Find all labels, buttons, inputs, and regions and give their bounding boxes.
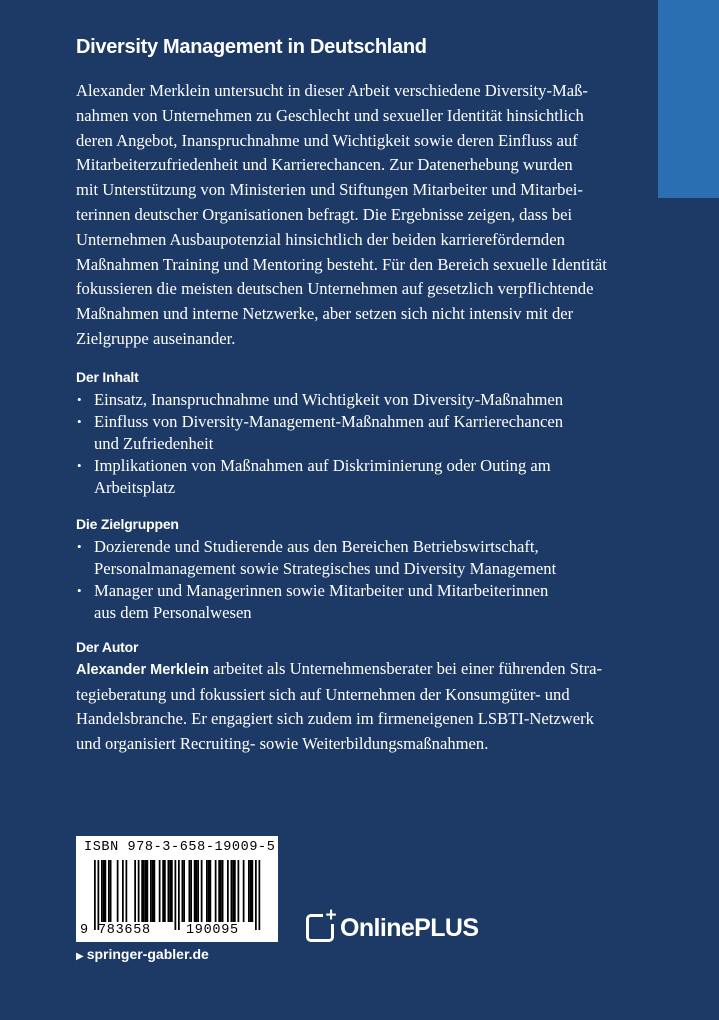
barcode-bar [117, 860, 119, 922]
arrow-right-icon: ▶ [76, 951, 84, 962]
barcode-bar [134, 860, 136, 922]
isbn-label: ISBN 978-3-658-19009-5 [84, 840, 276, 855]
description-line: nahmen von Unternehmen zu Geschlecht und sexueller Identität hinsichtlich [76, 105, 584, 125]
ean-first-digit: 9 [80, 923, 89, 938]
description-paragraph [76, 79, 616, 352]
description-line: Zielgruppe auseinander. [76, 328, 236, 348]
barcode-bar [105, 860, 107, 922]
barcode-bar [182, 860, 184, 922]
barcode-bar [143, 860, 145, 922]
barcode-bar [175, 860, 177, 930]
barcode-bar [201, 860, 203, 922]
author-name: Alexander Merklein [76, 661, 209, 678]
list-item [76, 455, 616, 499]
list-item-line: und Zufriedenheit [94, 433, 214, 453]
accent-bar [658, 0, 719, 198]
bullet-icon: • [77, 457, 82, 473]
description-line: Mitarbeiterzufriedenheit und Karrierechancen. Zur Datenerhebung wurden [76, 155, 573, 175]
barcode-bar [169, 860, 171, 922]
barcode-bar [154, 860, 156, 922]
bullet-icon: • [77, 582, 82, 598]
barcode-bar [206, 860, 208, 922]
bullet-icon: • [77, 413, 82, 429]
inhalt-heading: Der Inhalt [76, 368, 139, 385]
barcode-bar [147, 860, 149, 922]
barcode-bar [138, 860, 140, 922]
barcode-bar [190, 860, 192, 922]
zielgruppen-list [76, 536, 616, 624]
author-line: tegieberatung und fokussiert sich auf Unternehmen der Konsumgüter- und [76, 684, 570, 704]
description-line: Maßnahmen und interne Netzwerke, aber setzen sich nicht intensiv mit der [76, 304, 574, 324]
barcode-bar [220, 860, 222, 922]
inhalt-list [76, 389, 616, 499]
barcode-bar [145, 860, 147, 922]
barcode-bar [248, 860, 250, 922]
list-item-line: Manager und Managerinnen sowie Mitarbeiter und Mitarbeiterinnen [94, 580, 549, 600]
barcode-bar [94, 860, 96, 930]
list-item [76, 411, 616, 455]
barcode-bar [108, 860, 110, 922]
barcode-bar [168, 860, 170, 922]
barcode-bar [234, 860, 236, 922]
list-item-line: Personalmanagement sowie Strategisches und Diversity Management [94, 558, 557, 578]
barcode-bar [141, 860, 143, 922]
author-line: arbeitet als Unternehmensberater bei einer führenden Stra- [208, 658, 602, 678]
barcode-bar [189, 860, 191, 922]
description-line: Alexander Merklein untersucht in dieser Arbeit verschiedene Diversity-Maß- [76, 81, 588, 100]
ean-right-digits: 190095 [186, 923, 239, 938]
list-item-line: Arbeitsplatz [94, 477, 176, 497]
barcode-bar [162, 860, 164, 922]
barcode-bar [197, 860, 199, 922]
description-line: fokussieren die meisten deutschen Unternehmen auf gesetzlich verpflichtende [76, 279, 594, 299]
barcode-bar [218, 860, 220, 922]
barcode-bar [255, 860, 257, 930]
description-line: Unternehmen Ausbaupotenzial hinsichtlich der beiden karrierefördernden [76, 229, 565, 249]
barcode-bar [152, 860, 154, 922]
plus-icon: + [323, 908, 339, 924]
online-plus-logo [306, 905, 479, 944]
list-item-line: Einsatz, Inanspruchnahme und Wichtigkeit von Diversity-Maßnahmen [94, 389, 564, 409]
list-item-line: Einfluss von Diversity-Management-Maßnahmen auf Karrierechancen [94, 411, 564, 431]
bullet-icon: • [77, 538, 82, 554]
ean-left-digits: 783658 [98, 923, 151, 938]
barcode-bar [183, 860, 185, 922]
list-item-line: Implikationen von Maßnahmen auf Diskriminierung oder Outing am [94, 455, 551, 475]
barcode-bar [171, 860, 173, 922]
list-item-line: Dozierende und Studierende aus den Bereichen Betriebswirtschaft, [94, 536, 539, 556]
barcode-bar [178, 860, 180, 930]
barcode-bar [259, 860, 261, 930]
website-link[interactable] [76, 946, 209, 962]
description-line: mit Unterstützung von Ministerien und Stiftungen Mitarbeiter und Mitarbei- [76, 180, 583, 200]
online-plus-text: OnlinePLUS [340, 913, 479, 942]
author-line: Handelsbranche. Er engagiert sich zudem im firmeneigenen LSBTI-Netzwerk [76, 709, 594, 729]
barcode-bar [98, 860, 100, 930]
barcode-bar [250, 860, 252, 922]
barcode-bar [238, 860, 240, 922]
barcode-bar [164, 860, 166, 922]
author-paragraph [76, 657, 616, 757]
isbn-barcode [76, 836, 278, 942]
barcode-bar [126, 860, 128, 922]
zielgruppen-heading: Die Zielgruppen [76, 515, 179, 532]
barcode-bar [101, 860, 103, 922]
barcode-bar [196, 860, 198, 922]
barcode-bar [110, 860, 112, 922]
list-item [76, 580, 616, 624]
barcode-bar [159, 860, 161, 922]
book-title: Diversity Management in Deutschland [76, 36, 427, 58]
barcode-bar [231, 860, 233, 922]
barcode-bar [103, 860, 105, 922]
barcode-bar [252, 860, 254, 922]
barcode-bar [215, 860, 217, 922]
list-item-line: aus dem Personalwesen [94, 602, 252, 622]
barcode-bar [227, 860, 229, 922]
online-plus-icon [306, 905, 337, 942]
list-item [76, 536, 616, 580]
barcode-bar [222, 860, 224, 922]
bullet-icon: • [77, 391, 82, 407]
barcode-bar [122, 860, 124, 922]
barcode-bar [232, 860, 234, 922]
barcode-bar [243, 860, 245, 922]
description-line: Maßnahmen Training und Mentoring besteht. Für den Bereich sexuelle Identität [76, 254, 607, 274]
website-text: springer-gabler.de [86, 946, 209, 962]
barcode-bar [210, 860, 212, 922]
list-item [76, 389, 616, 411]
barcode-bar [150, 860, 152, 922]
barcode-bar [208, 860, 210, 922]
autor-heading: Der Autor [76, 638, 139, 655]
description-line: terinnen deutscher Organisationen befragt. Die Ergebnisse zeigen, dass bei [76, 204, 573, 224]
description-line: deren Angebot, Inanspruchnahme und Wichtigkeit sowie deren Einfluss auf [76, 130, 578, 150]
back-cover-content [76, 34, 616, 757]
barcode-bar [194, 860, 196, 922]
author-line: und organisiert Recruiting- sowie Weiterbildungsmaßnahmen. [76, 734, 489, 754]
